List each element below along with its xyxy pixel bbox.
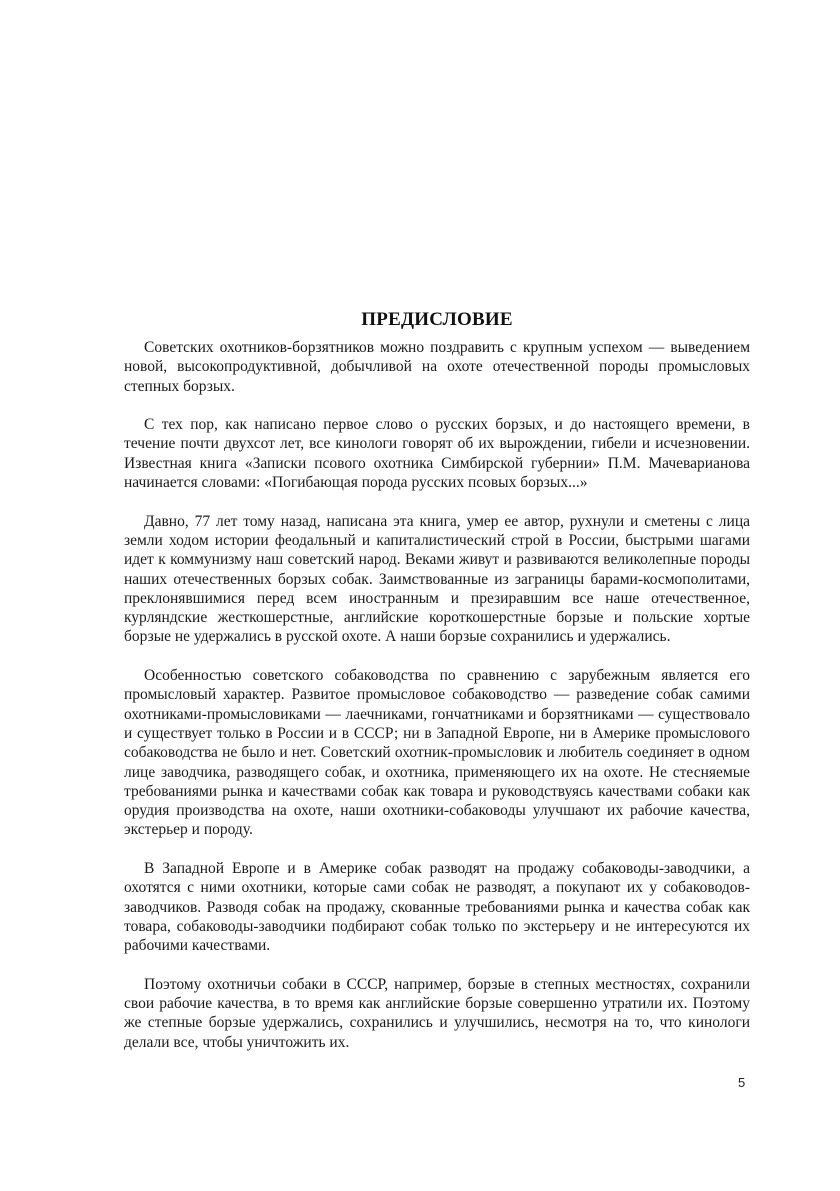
paragraph-3: Давно, 77 лет тому назад, написана эта книга, умер ее автор, рухнули и сметены с лица земли ходом истории феодальный и капиталистический строй в России, быстрыми шагами идет к коммунизму наш советский народ. Веками живут и развиваются великолепные породы наших отечественных борзых собак. Заимствованные из заграницы барами-космополитами, преклонявшимися перед всем иностранным и презиравшим все наше отечественное, курляндские жесткошерстные, английские короткошерстные борзые и польские хортые борзые не удержались в русской охоте. А наши борзые сохранились и удержались. bbox=[124, 512, 750, 646]
page-number: 5 bbox=[738, 1075, 746, 1090]
paragraph-2: С тех пор, как написано первое слово о русских борзых, и до настоящего времени, в течение почти двухсот лет, все кинологи говорят об их вырождении, гибели и исчезновении. Известная книга «Записки псового охотника Симбирской губернии» П.М. Мачеварианова начинается словами: «Погибающая порода русских псовых борзых...» bbox=[124, 416, 750, 492]
body-text bbox=[124, 338, 750, 1071]
paragraph-4: Особенностью советского собаководства по сравнению с зарубежным является его промысловый характер. Развитое промысловое собаководство — разведение собак самими охотниками-промысловиками — лаечниками, гончатниками и борзятниками — существовало и существует только в России и в СССР; ни в Западной Европе, ни в Америке промыслового собаководства не было и нет. Советский охотник-промысловик и любитель соединяет в одном лице заводчика, разводящего собак, и охотника, применяющего их на охоте. Не стесняемые требованиями рынка и качествами собак как товара и руководствуясь качествами собаки как орудия производства на охоте, наши охотники-собаководы улучшают их рабочие качества, экстерьер и породу. bbox=[124, 667, 750, 839]
paragraph-6: Поэтому охотничьи собаки в СССР, например, борзые в степных местностях, сохранили свои рабочие качества, в то время как английские борзые совершенно утратили их. Поэтому же степные борзые удержались, сохранились и улучшились, несмотря на то, что кинологи делали все, чтобы уничтожить их. bbox=[124, 975, 750, 1051]
paragraph-5: В Западной Европе и в Америке собак разводят на продажу собаководы-заводчики, а охотятся с ними охотники, которые сами собак не разводят, а покупают их у собаководов-заводчиков. Разводя собак на продажу, скованные требованиями рынка и качества собак как товара, собаководы-заводчики подбирают собак только по экстерьеру и не интересуются их рабочими качествами. bbox=[124, 860, 750, 955]
page-title: ПРЕДИСЛОВИЕ bbox=[361, 308, 513, 330]
paragraph-1: Советских охотников-борзятников можно поздравить с крупным успехом — выведением новой, высокопродуктивной, добычливой на охоте отечественной породы промысловых степных борзых. bbox=[124, 339, 750, 395]
